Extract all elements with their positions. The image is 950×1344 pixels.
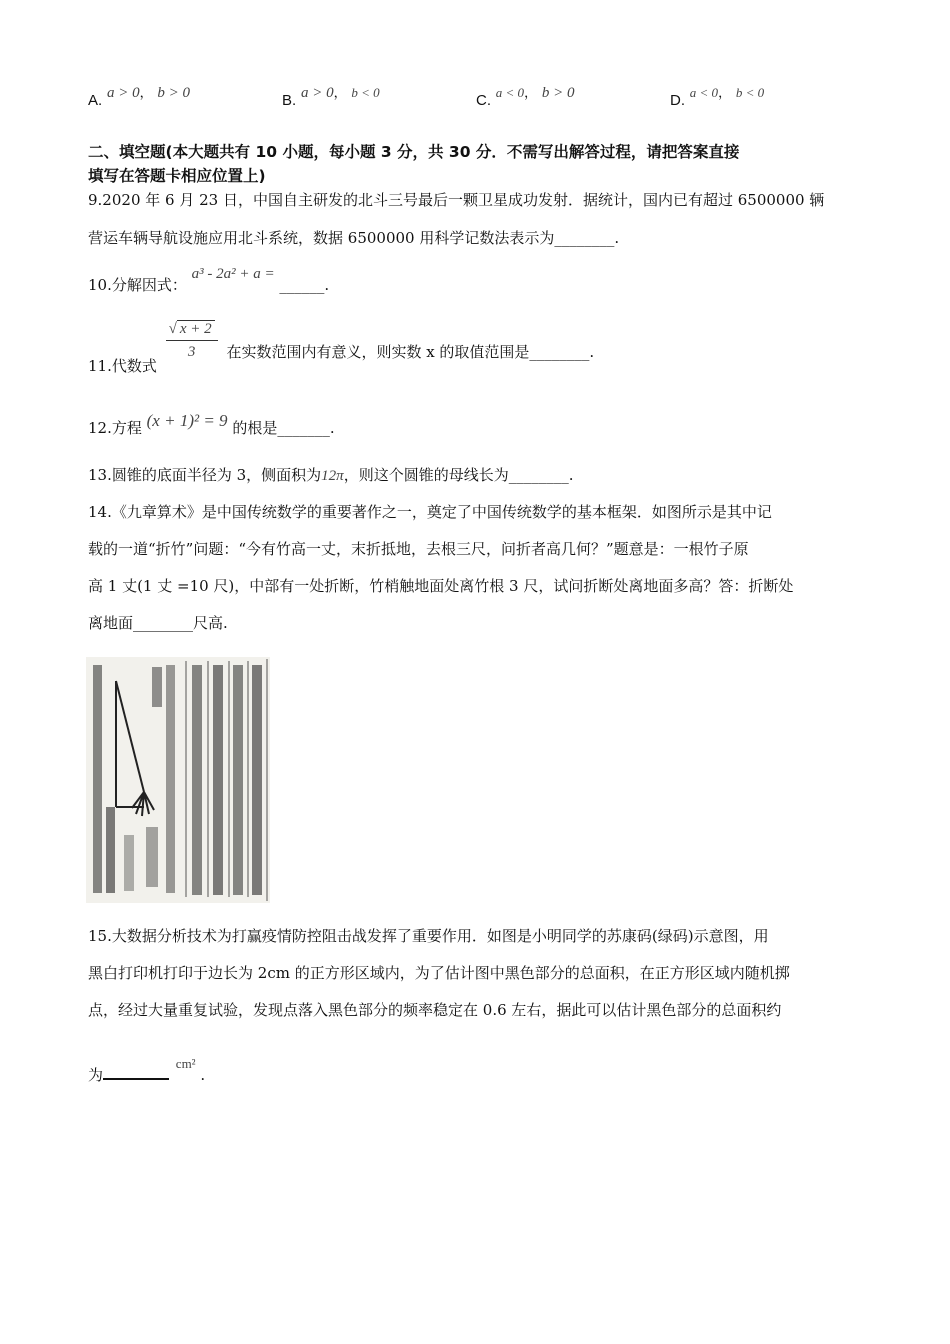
q15-line2: 黑白打印机打印于边长为 2cm 的正方形区域内，为了估计图中黑色部分的总面积，在正方形区域内随机掷: [88, 964, 790, 982]
option-d-sep: ，: [718, 86, 732, 101]
q14-line2: 载的一道“折竹”问题：“今有竹高一丈，末折抵地，去根三尺，问折者高几何？”题意是：一根竹子原: [88, 540, 749, 558]
q11-radicand: x + 2: [177, 320, 215, 337]
q14-line1: 14.《九章算术》是中国传统数学的重要著作之一，奠定了中国传统数学的基本框架．如图所示是其中记: [88, 503, 772, 521]
q13: [88, 464, 573, 487]
q14-line3: 高 1 丈(1 丈 =10 尺)，中部有一处折断，竹梢触地面处离竹根 3 尺，试问折断处离地面多高？答：折断处: [88, 577, 794, 595]
q15-line1: 15.大数据分析技术为打赢疫情防控阻击战发挥了重要作用．如图是小明同学的苏康码(绿码)示意图，用: [88, 927, 769, 945]
option-c-expr1: a < 0: [495, 85, 525, 100]
option-b-expr2: b < 0: [351, 85, 380, 100]
q15-answer-line: [88, 1052, 206, 1084]
option-b-expr1: a > 0: [300, 85, 334, 101]
q9-line2: 营运车辆导航设施应用北斗系统，数据 6500000 用科学记数法表示为________.: [88, 229, 620, 247]
q12-suffix: 的根是_______.: [232, 419, 335, 437]
q13-prefix: 13.圆锥的底面半径为 3，侧面积为: [88, 466, 322, 484]
q11-suffix: 在实数范围内有意义，则实数 x 的取值范围是________.: [226, 342, 595, 361]
q11-denominator: 3: [187, 344, 196, 360]
option-a-expr2: b > 0: [157, 85, 191, 101]
option-b-label: B.: [282, 92, 297, 109]
q15-line3: 点，经过大量重复试验，发现点落入黑色部分的频率稳定在 0.6 左右，据此可以估计黑色部分的总面积约: [88, 1001, 782, 1019]
ancient-text-image: [86, 657, 270, 903]
q10-expr: a³ - 2a² + a =: [191, 266, 275, 282]
q15-answer-blank[interactable]: [103, 1064, 169, 1080]
option-a-label: A.: [88, 92, 103, 109]
option-c-label: C.: [476, 92, 491, 109]
option-c-sep: ，: [524, 86, 538, 101]
option-d-expr2: b < 0: [735, 85, 765, 100]
section-heading-line2: 填写在答题卡相应位置上): [88, 167, 266, 185]
q12-expr: (x + 1)² = 9: [146, 411, 228, 430]
q11-prefix: 11.代数式: [88, 356, 157, 375]
option-d[interactable]: [670, 82, 765, 109]
q12-prefix: 12.方程: [88, 419, 142, 437]
q12: [88, 410, 335, 437]
option-a-expr1: a > 0: [106, 85, 140, 101]
q15-end: .: [200, 1066, 206, 1084]
q13-expr: 12π: [321, 468, 344, 484]
q11-numerator: √ x + 2: [166, 318, 218, 341]
option-d-label: D.: [670, 92, 685, 109]
q10-prefix: 10.分解因式：: [88, 276, 187, 294]
option-a-sep: ，: [139, 86, 153, 101]
q15-unit: cm²: [175, 1056, 196, 1071]
q15-prefix: 为: [88, 1066, 104, 1084]
q14-line4: 离地面________尺高.: [88, 614, 228, 632]
q13-suffix: ，则这个圆锥的母线长为________.: [343, 466, 574, 484]
option-c[interactable]: [476, 82, 575, 109]
q10: [88, 262, 330, 294]
bamboo-illustration: [86, 657, 270, 903]
q11: [88, 321, 595, 375]
option-c-expr2: b > 0: [541, 85, 575, 101]
option-d-expr1: a < 0: [689, 85, 719, 100]
option-b[interactable]: [282, 82, 380, 109]
q11-fraction: [166, 318, 218, 363]
option-a[interactable]: [88, 82, 191, 109]
option-b-sep: ，: [333, 86, 347, 101]
q10-answer-blank[interactable]: ______.: [279, 276, 330, 294]
q9-line1: 9.2020 年 6 月 23 日，中国自主研发的北斗三号最后一颗卫星成功发射．据统计，国内已有超过 6500000 辆: [88, 191, 825, 209]
section-heading-line1: 二、填空题(本大题共有 10 小题，每小题 3 分，共 30 分．不需写出解答过程，请把答案直接: [88, 143, 740, 161]
